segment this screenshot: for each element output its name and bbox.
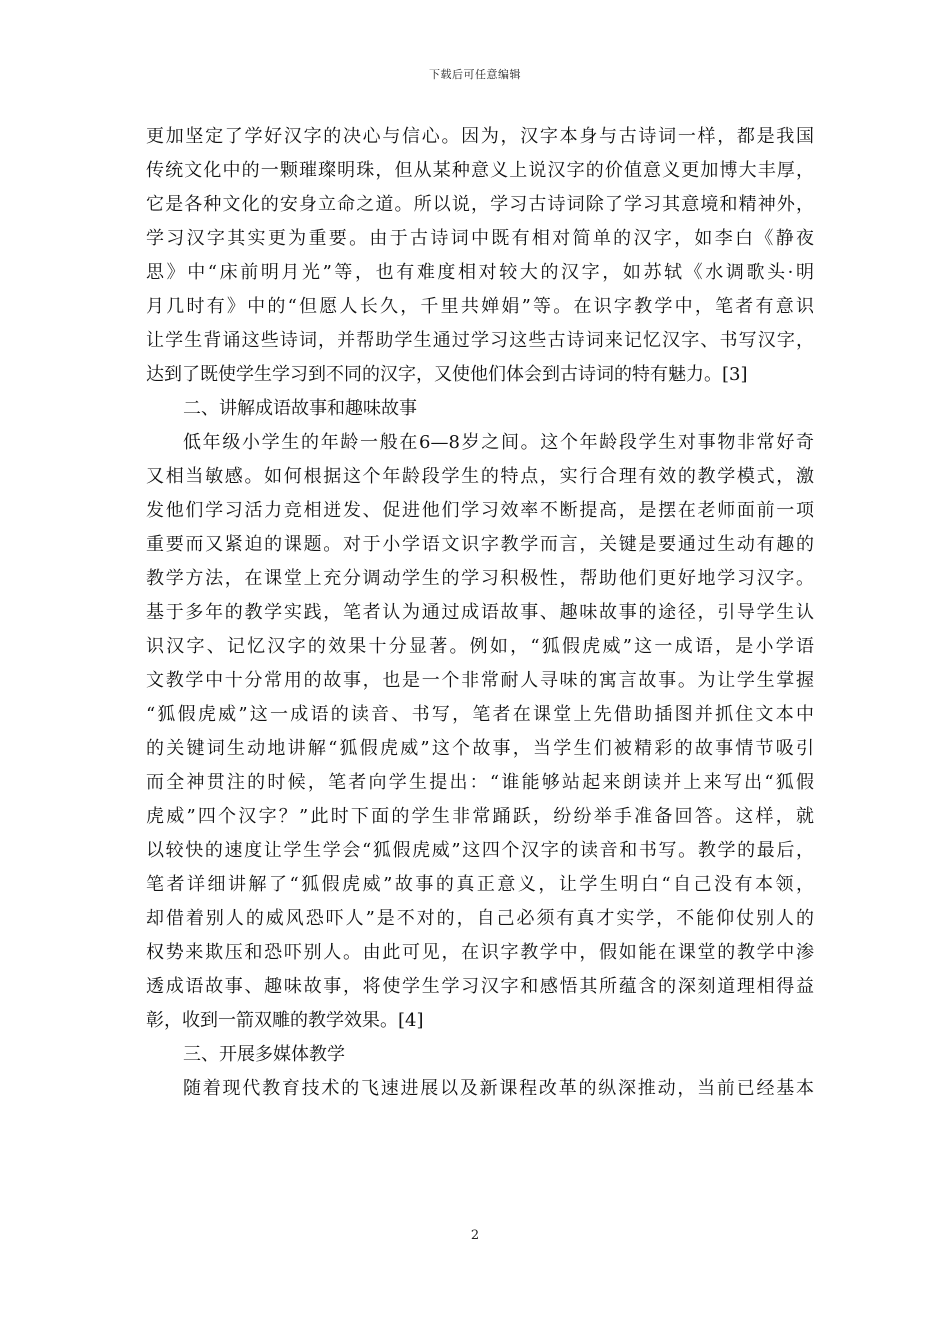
text-line: 彰，收到一箭双雕的教学效果。[4] (146, 1010, 424, 1031)
text-line: 笔者详细讲解了“狐假虎威”故事的真正意义，让学生明白“自己没有本领， (146, 874, 814, 895)
text-line: 却借着别人的威风恐吓人”是不对的，自己必须有真才实学，不能仰仗别人的 (146, 908, 814, 929)
document-body (146, 120, 814, 1106)
text-line: 识汉字、记忆汉字的效果十分显著。例如，“狐假虎威”这一成语，是小学语 (146, 636, 814, 657)
text-line: 让学生背诵这些诗词，并帮助学生通过学习这些古诗词来记忆汉字、书写汉字， (146, 330, 814, 351)
text-line: 更加坚定了学好汉字的决心与信心。因为，汉字本身与古诗词一样，都是我国 (146, 126, 814, 147)
text-line: 以较快的速度让学生学会“狐假虎威”这四个汉字的读音和书写。教学的最后， (146, 840, 814, 861)
text-line: 发他们学习活力竞相迸发、促进他们学习效率不断提高，是摆在老师面前一项 (146, 500, 814, 521)
text-line: 二、讲解成语故事和趣味故事 (183, 398, 417, 419)
text-line: 学习汉字其实更为重要。由于古诗词中既有相对简单的汉字，如李白《静夜 (146, 228, 814, 249)
text-line: 重要而又紧迫的课题。对于小学语文识字教学而言，关键是要通过生动有趣的 (146, 534, 814, 555)
page-header: 下载后可任意编辑 (429, 68, 521, 81)
text-line: 三、开展多媒体教学 (183, 1044, 345, 1065)
text-line: 低年级小学生的年龄一般在6—8岁之间。这个年龄段学生对事物非常好奇 (183, 432, 814, 453)
text-line: 透成语故事、趣味故事，将使学生学习汉字和感悟其所蕴含的深刻道理相得益 (146, 976, 814, 997)
text-line: 文教学中十分常用的故事，也是一个非常耐人寻味的寓言故事。为让学生掌握 (146, 670, 814, 691)
text-line: 权势来欺压和恐吓别人。由此可见，在识字教学中，假如能在课堂的教学中渗 (146, 942, 814, 963)
text-line: 它是各种文化的安身立命之道。所以说，学习古诗词除了学习其意境和精神外， (146, 194, 814, 215)
text-line: 又相当敏感。如何根据这个年龄段学生的特点，实行合理有效的教学模式，激 (146, 466, 814, 487)
text-line: 传统文化中的一颗璀璨明珠，但从某种意义上说汉字的价值意义更加博大丰厚， (146, 160, 814, 181)
text-line: “狐假虎威”这一成语的读音、书写，笔者在课堂上先借助插图并抓住文本中 (146, 704, 814, 725)
text-line: 基于多年的教学实践，笔者认为通过成语故事、趣味故事的途径，引导学生认 (146, 602, 814, 623)
page-number: 2 (470, 1228, 480, 1243)
text-line: 达到了既使学生学习到不同的汉字，又使他们体会到古诗词的特有魅力。[3] (146, 364, 748, 385)
text-line: 思》中“床前明月光”等，也有难度相对较大的汉字，如苏轼《水调歌头·明 (146, 262, 814, 283)
text-line: 教学方法，在课堂上充分调动学生的学习积极性，帮助他们更好地学习汉字。 (146, 568, 814, 589)
text-line: 随着现代教育技术的飞速进展以及新课程改革的纵深推动，当前已经基本 (183, 1078, 814, 1099)
text-line: 月几时有》中的“但愿人长久，千里共婵娟”等。在识字教学中，笔者有意识 (146, 296, 814, 317)
text-line: 的关键词生动地讲解“狐假虎威”这个故事，当学生们被精彩的故事情节吸引 (146, 738, 814, 759)
text-line: 虎威”四个汉字？”此时下面的学生非常踊跃，纷纷举手准备回答。这样，就 (146, 806, 814, 827)
text-line: 而全神贯注的时候，笔者向学生提出：“谁能够站起来朗读并上来写出“狐假 (146, 772, 814, 793)
